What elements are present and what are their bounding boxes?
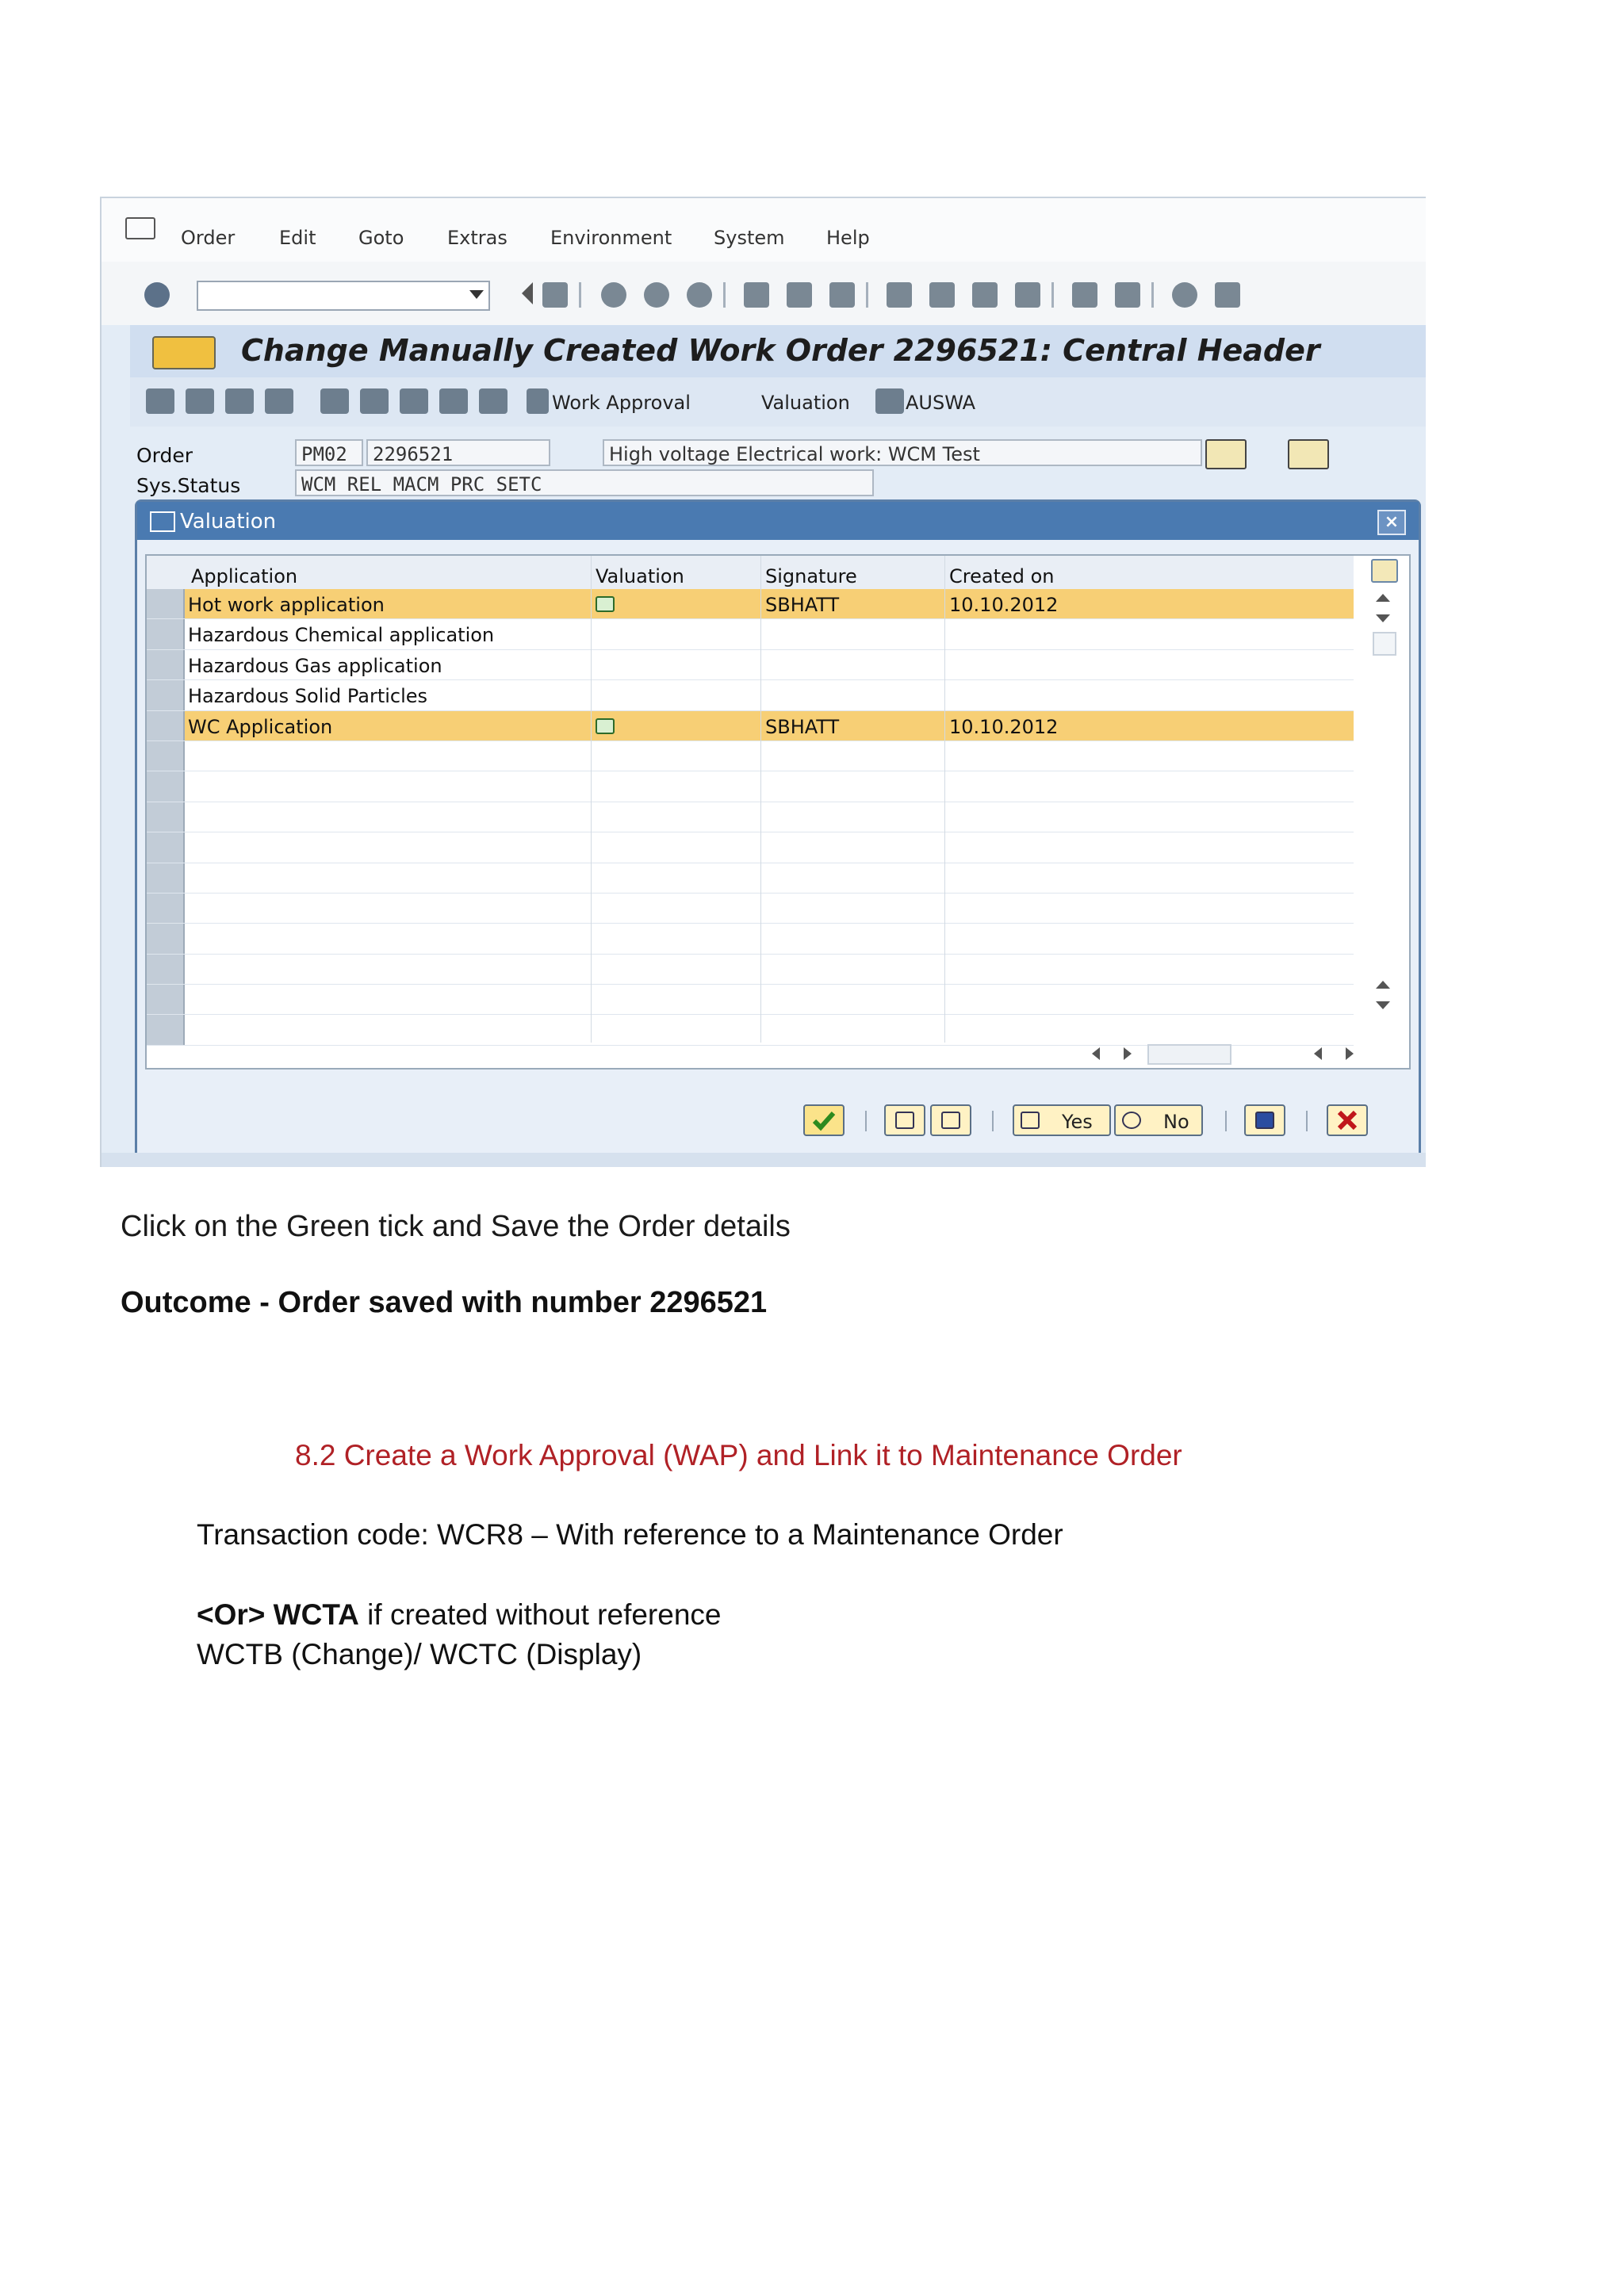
- first-page-icon[interactable]: [887, 282, 912, 308]
- menu-edit[interactable]: Edit: [279, 227, 316, 249]
- column-header-valuation[interactable]: Valuation: [596, 565, 684, 587]
- toolbar-separator: [1151, 282, 1154, 308]
- table-row-empty[interactable]: [147, 741, 1354, 771]
- scroll-down-icon[interactable]: [1376, 614, 1390, 622]
- row-selector[interactable]: [147, 741, 185, 771]
- back-icon[interactable]: [601, 282, 626, 308]
- change-display-text: WCTB (Change)/ WCTC (Display): [197, 1638, 642, 1670]
- order-type-field[interactable]: PM02: [295, 439, 363, 466]
- table-row[interactable]: [147, 619, 1354, 649]
- detail-icon[interactable]: [1288, 439, 1329, 469]
- row-selector[interactable]: [147, 802, 185, 832]
- menu-bar: [102, 198, 1426, 262]
- history-icon: [941, 1112, 960, 1129]
- help-icon[interactable]: [1172, 282, 1197, 308]
- network-icon[interactable]: [320, 388, 349, 414]
- cell-application: WC Application: [188, 715, 333, 738]
- table-row[interactable]: [147, 680, 1354, 710]
- application-toolbar: [130, 377, 1426, 427]
- toolbar-separator: [723, 282, 726, 308]
- scroll-up-icon[interactable]: [1376, 981, 1390, 989]
- command-field[interactable]: [197, 281, 490, 311]
- column-divider: [760, 556, 761, 1043]
- scroll-down-icon[interactable]: [1376, 1001, 1390, 1009]
- button-separator: [865, 1111, 867, 1131]
- row-selector[interactable]: [147, 832, 185, 862]
- valuation-button[interactable]: Valuation: [761, 392, 850, 414]
- table-row[interactable]: [147, 589, 1354, 619]
- row-selector[interactable]: [147, 955, 185, 984]
- status-label: Sys.Status: [136, 474, 241, 497]
- save-icon[interactable]: [542, 282, 568, 308]
- order-label: Order: [136, 444, 193, 467]
- menu-environment[interactable]: Environment: [550, 227, 672, 249]
- scroll-thumb[interactable]: [1147, 1044, 1231, 1065]
- dialog-title: Valuation: [180, 510, 277, 534]
- alt-suffix: if created without reference: [358, 1598, 722, 1631]
- header-data-icon[interactable]: [146, 388, 174, 414]
- exit-icon[interactable]: [644, 282, 669, 308]
- details-icon: [895, 1112, 914, 1129]
- table-row-empty[interactable]: [147, 955, 1354, 985]
- alt-prefix: <Or> WCTA: [197, 1598, 359, 1631]
- minus-icon: [1122, 1112, 1141, 1129]
- row-selector[interactable]: [147, 894, 185, 923]
- row-selector[interactable]: [147, 680, 185, 710]
- table-row-empty[interactable]: [147, 894, 1354, 924]
- toolbar-separator: [1051, 282, 1054, 308]
- calculator-icon[interactable]: [186, 388, 214, 414]
- yes-label: Yes: [1062, 1111, 1093, 1133]
- long-text-icon[interactable]: [1205, 439, 1247, 469]
- valuation-dialog: [135, 499, 1421, 1159]
- list-icon[interactable]: [400, 388, 428, 414]
- scroll-up-icon[interactable]: [1376, 594, 1390, 602]
- toolbar-separator: [866, 282, 868, 308]
- green-tick-button[interactable]: [803, 1104, 845, 1136]
- order-description-field[interactable]: High voltage Electrical work: WCM Test: [603, 439, 1202, 466]
- instruction-text: Click on the Green tick and Save the Order details: [121, 1210, 791, 1243]
- row-selector[interactable]: [147, 863, 185, 893]
- column-header-created-on[interactable]: Created on: [949, 565, 1055, 587]
- row-selector[interactable]: [147, 619, 185, 649]
- last-page-icon[interactable]: [1015, 282, 1040, 308]
- layout-menu-icon[interactable]: [1215, 282, 1240, 308]
- row-selector[interactable]: [147, 771, 185, 801]
- button-separator: [1306, 1111, 1308, 1131]
- scroll-left-icon[interactable]: [1092, 1047, 1100, 1060]
- row-selector[interactable]: [147, 1015, 185, 1044]
- dialog-window-icon: [150, 511, 175, 532]
- cell-application: Hot work application: [188, 594, 385, 616]
- valuation-table: [145, 554, 1411, 1070]
- outcome-text: Outcome - Order saved with number 2296521: [121, 1286, 768, 1319]
- cancel-x-icon: [1328, 1106, 1366, 1135]
- info-button[interactable]: [1244, 1104, 1285, 1136]
- scroll-right-icon[interactable]: [1124, 1047, 1132, 1060]
- document-icon[interactable]: [479, 388, 508, 414]
- menu-extras[interactable]: Extras: [447, 227, 508, 249]
- table-body: [147, 589, 1354, 1046]
- screen-title-bar: [130, 325, 1426, 377]
- edit-icon[interactable]: [265, 388, 293, 414]
- table-header: [147, 556, 1354, 591]
- structure-icon[interactable]: [225, 388, 254, 414]
- button-separator: [992, 1111, 994, 1131]
- print-icon[interactable]: [744, 282, 769, 308]
- dialog-title-bar: [137, 502, 1419, 540]
- screen-title: Change Manually Created Work Order 2296521: Central Header: [241, 333, 1320, 368]
- cell-signature: SBHATT: [765, 594, 840, 616]
- cell-application: Hazardous Gas application: [188, 654, 442, 677]
- vertical-scrollbar[interactable]: [1368, 556, 1400, 1031]
- cell-signature: SBHATT: [765, 715, 840, 738]
- back-arrow-icon[interactable]: [503, 282, 533, 304]
- dialog-button-bar: [137, 1089, 1419, 1157]
- horizontal-scrollbar[interactable]: [956, 1041, 1368, 1065]
- column-divider: [591, 556, 592, 1043]
- info-icon: [1255, 1112, 1274, 1129]
- find-icon[interactable]: [787, 282, 812, 308]
- button-separator: [1225, 1111, 1227, 1131]
- sap-screenshot: [100, 197, 1426, 1167]
- standard-toolbar: [102, 262, 1426, 325]
- alternative-transaction-text: [197, 1598, 721, 1632]
- history-button[interactable]: [930, 1104, 971, 1136]
- details-button[interactable]: [884, 1104, 925, 1136]
- row-selector[interactable]: [147, 924, 185, 953]
- section-heading: 8.2 Create a Work Approval (WAP) and Link it to Maintenance Order: [295, 1439, 1182, 1471]
- shortcut-icon[interactable]: [1115, 282, 1140, 308]
- auswa-icon[interactable]: [875, 388, 904, 414]
- cancel-button[interactable]: [1327, 1104, 1368, 1136]
- column-header-signature[interactable]: Signature: [765, 565, 857, 587]
- release-icon[interactable]: [439, 388, 468, 414]
- column-config-icon[interactable]: [1371, 559, 1398, 583]
- row-selector[interactable]: [147, 711, 185, 740]
- previous-page-icon[interactable]: [929, 282, 955, 308]
- operations-icon[interactable]: [360, 388, 389, 414]
- new-session-icon[interactable]: [1072, 282, 1097, 308]
- table-row[interactable]: [147, 650, 1354, 680]
- plus-icon: [1021, 1112, 1040, 1129]
- scroll-thumb[interactable]: [1373, 632, 1396, 656]
- plus-icon[interactable]: [596, 718, 615, 734]
- yes-button[interactable]: [1013, 1104, 1111, 1136]
- row-selector[interactable]: [147, 650, 185, 679]
- close-icon[interactable]: ×: [1377, 510, 1406, 535]
- row-selector[interactable]: [147, 985, 185, 1014]
- scroll-left-icon[interactable]: [1314, 1047, 1322, 1060]
- underlying-screen-strip: [102, 1153, 1426, 1167]
- column-header-application[interactable]: Application: [191, 565, 298, 587]
- table-row-empty[interactable]: [147, 863, 1354, 894]
- table-row[interactable]: [147, 711, 1354, 741]
- menu-system[interactable]: System: [714, 227, 785, 249]
- table-row-empty[interactable]: [147, 771, 1354, 802]
- no-button[interactable]: [1114, 1104, 1203, 1136]
- cell-created-on: 10.10.2012: [949, 715, 1059, 738]
- cell-created-on: 10.10.2012: [949, 594, 1059, 616]
- auswa-button[interactable]: AUSWA: [906, 392, 976, 414]
- find-next-icon[interactable]: [829, 282, 855, 308]
- menu-window-icon[interactable]: [125, 217, 155, 239]
- system-status-field: WCM REL MACM PRC SETC: [295, 469, 874, 496]
- transaction-code-text: Transaction code: WCR8 – With reference to a Maintenance Order: [197, 1518, 1063, 1551]
- chevron-down-icon[interactable]: [469, 290, 484, 299]
- menu-help[interactable]: Help: [826, 227, 870, 249]
- table-row-empty[interactable]: [147, 802, 1354, 832]
- toolbar-separator: [579, 282, 581, 308]
- cancel-icon[interactable]: [687, 282, 712, 308]
- menu-order[interactable]: Order: [181, 227, 236, 249]
- table-row-empty[interactable]: [147, 832, 1354, 863]
- table-row-empty[interactable]: [147, 985, 1354, 1015]
- table-row-empty[interactable]: [147, 924, 1354, 954]
- transaction-icon[interactable]: [152, 336, 216, 369]
- plus-icon[interactable]: [596, 596, 615, 612]
- menu-goto[interactable]: Goto: [358, 227, 404, 249]
- cell-application: Hazardous Chemical application: [188, 624, 495, 647]
- scroll-right-icon[interactable]: [1346, 1047, 1354, 1060]
- no-label: No: [1163, 1111, 1189, 1133]
- next-page-icon[interactable]: [972, 282, 998, 308]
- work-approval-button[interactable]: Work Approval: [552, 392, 691, 414]
- enter-check-icon[interactable]: [144, 282, 170, 308]
- check-icon: [805, 1106, 843, 1135]
- order-number-field[interactable]: 2296521: [366, 439, 550, 466]
- work-approval-icon[interactable]: [527, 388, 549, 414]
- cell-application: Hazardous Solid Particles: [188, 685, 428, 708]
- column-divider: [944, 556, 945, 1043]
- row-selector[interactable]: [147, 589, 185, 618]
